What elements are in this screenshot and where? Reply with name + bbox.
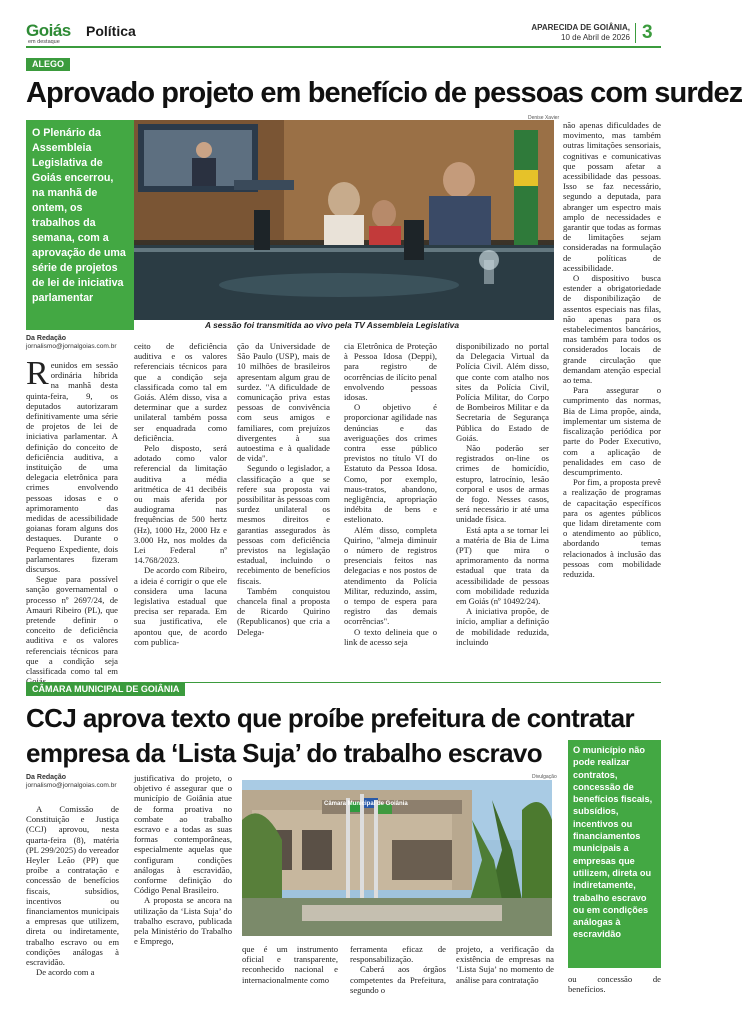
paragraph: A Comissão de Constituição e Justiça (CCJ) aprovou, nesta quarta-feira (8), matéria (PL 299/2025) do vereador Heyler Leão (PP) que proíbe a contratação e concessão de benefícios fiscais, subsídios, incentivos ou financiamentos municipais a empresas que utilizem, direta ou indiretamente, trabalho escravo ou em condições análogas à escravidão. xyxy=(26,804,119,968)
header-date: 10 de Abril de 2026 xyxy=(561,33,630,42)
article2-column-3 xyxy=(242,944,338,1004)
article1-photo-credit: Denise Xavier xyxy=(528,115,560,121)
paragraph: Para assegurar o cumprimento das normas, Bia de Lima propõe, ainda, implementar um sistema de fiscalização periódica por parte do Poder Executivo, com a aplicação de penalidades em caso de descumprimento. xyxy=(563,385,661,477)
article1-lead-text: O Plenário da Assembleia Legislativa de Goiás encerrou, na manhã de ontem, os trabalhos da semana, com a aprovação de uma série de projetos de lei de iniciativa parlamentar xyxy=(32,127,126,304)
article2-photo xyxy=(242,780,552,936)
article1-column-6 xyxy=(563,120,661,672)
paragraph: Também conquistou chancela final a proposta de Ricardo Quirino (Republicanos) que cria a Delega- xyxy=(237,585,330,637)
paragraph: Segundo o legislador, a classificação a que se refere sua proposta vai possibilitar às pessoas com surdez unilateral os mesmos direitos e garantias assegurados às pessoas com deficiência previstos na legislação estadual, incluindo o recebimento de benefícios fiscais. xyxy=(237,463,330,586)
article1-column-3 xyxy=(237,341,330,671)
article2-column-5 xyxy=(456,944,554,1004)
paragraph: De acordo com a xyxy=(36,967,95,978)
paragraph: Além disso, completa Quirino, "almeja diminuir o número de registros presenciais feitos nas delegacias e nos postos de atendimento da Polícia Militar, reduzindo, assim, o tempo de espera para registro das demais ocorrências". xyxy=(344,524,437,627)
article2-column-6 xyxy=(568,974,661,1004)
paragraph: que é um instrumento oficial e transparente, reconhecido nacional e internacionalmente como xyxy=(242,944,338,985)
page-number: 3 xyxy=(642,22,653,43)
paragraph: não apenas dificuldades de movimento, mas também outras limitações sensoriais, cognitivas e comunicativas que possam afetar a acessibilidade das pessoas. Isso se faz necessário, segundo a deputada, para abranger um espectro mais amplo de necessidades e garantir que todas as formas de limitações sejam consideradas na formulação de políticas de acessibilidade. xyxy=(563,120,661,273)
paragraph: ceito de deficiência auditiva e os valores referenciais técnicos para que a condição seja classificada como tal em Goiás. Além disso, visa a determinar que a surdez unilateral também possa ser enquadrada como deficiência. xyxy=(134,341,227,443)
section-tag-camara: CÂMARA MUNICIPAL DE GOIÂNIA xyxy=(26,683,185,696)
article2-column-2 xyxy=(134,773,232,1005)
paragraph: eunidos em sessão ordinária híbrida na manhã desta quinta-feira, 9, os deputados autorizaram definitivamente uma série de projetos de lei de iniciativa parlamentar. A definição do conceito de deficiência auditiva, a instituição de uma delegacia eletrônica para crimes envolvendo pessoas idosas e o aprimoramento das medidas de acessibilidade goianas foram alguns dos destaques. Durante o Pequeno Expediente, dois parlamentares fizeram discursos. xyxy=(26,360,118,575)
paragraph: projeto, a verificação da existência de empresas na ‘Lista Suja’ no momento de análise para contratação xyxy=(456,944,554,985)
article1-byline xyxy=(26,335,117,351)
section-tag-alego: ALEGO xyxy=(26,58,70,71)
paragraph: O dispositivo busca estender a obrigatoriedade de disponibilização de assentos especiais nas filas, não apenas para os estabelecimentos bancários, mas também para todos os considerados locais de grande circulação que demandam atenção especial ao tema. xyxy=(563,273,661,386)
paragraph: Por fim, a proposta prevê a realização de programas de capacitação específicos para os agentes públicos que lidam diretamente com o atendimento ao público, abordando temas relacionados à inclusão das pessoas com mobilidade reduzida. xyxy=(563,477,661,579)
page-number-divider xyxy=(635,23,636,43)
article1-column-1 xyxy=(26,355,118,677)
building-sign: Câmara Municipal de Goiânia xyxy=(324,801,408,807)
section-title: Política xyxy=(86,23,136,39)
paragraph: ferramenta eficaz de responsabilização. xyxy=(350,944,446,965)
paragraph: Está apta a se tornar lei a matéria de Bia de Lima (PT) que mira o aprimoramento da norma estadual que trata da acessibilidade de pessoas com mobilidade reduzida em Goiás (nº 10492/24). xyxy=(456,524,549,607)
paragraph: A proposta se ancora na utilização da ‘Lista Suja’ do trabalho escravo, publicada pela Ministério do Trabalho e Emprego, xyxy=(134,895,232,947)
paragraph: O objetivo é proporcionar agilidade nas denúncias e das averiguações dos crimes contra esse público previstos no título VI do Estatuto da Pessoa Idosa. Como, por exemplo, maus-tratos, abandono, negligência, apropriação indébita de bens e estelionato. xyxy=(344,402,437,525)
byline-email: jornalismo@jornalgoias.com.br xyxy=(26,782,117,789)
paragraph: ou concessão de benefícios. xyxy=(568,974,661,995)
paragraph: O texto delineia que o link de acesso seja xyxy=(344,626,437,647)
paragraph: Segue para possível sanção governamental o processo nº 2697/24, de Amauri Ribeiro (PL), que pretende definir o conceito de deficiência auditiva e os valores referenciais técnicos para que a condição seja classificada como tal em xyxy=(26,574,118,677)
article1-column-2 xyxy=(134,341,227,671)
article1-column-4 xyxy=(344,341,437,671)
article1-photo-caption: A sessão foi transmitida ao vivo pela TV Assembleia Legislativa xyxy=(205,320,459,330)
dropcap-letter: R xyxy=(26,355,49,392)
header-city: APARECIDA DE GOIÂNIA, xyxy=(531,23,630,32)
paragraph: A iniciativa propõe, de início, ampliar a definição de mobilidade reduzida, incluindo xyxy=(456,606,549,647)
byline-name: Da Redação xyxy=(26,774,67,781)
article2-photo-credit: Divulgação xyxy=(532,774,557,780)
paragraph: De acordo com Ribeiro, a ideia é corrigir o que ele considera uma lacuna legislativa estadual que precisa ser reparada. Em sua justificativa, ele apontou que, de acordo com publica- xyxy=(134,565,227,647)
article1-headline: Aprovado projeto em benefício de pessoas com surdez xyxy=(26,77,742,109)
byline-email: jornalismo@jornalgoias.com.br xyxy=(26,343,117,350)
article2-column-4 xyxy=(350,944,446,1004)
paragraph: ção da Universidade de São Paulo (USP), mais de 10 milhões de brasileiros apresentam algum grau de surdez. "A dificuldade de comunicação priva estas pessoas de convivência com seus amigos e familiares, com prejuízos divergentes à sua autoestima e à qualidade de vida". xyxy=(237,341,330,464)
assembly-session-image xyxy=(134,120,554,320)
masthead-logo xyxy=(26,22,86,48)
article2-headline-line2: empresa da ‘Lista Suja’ do trabalho escravo xyxy=(26,738,543,768)
paragraph: Pelo disposto, será adotado como valor referencial da limitação auditiva a média aritmética de 41 decibéis ou mais aferida por audiograma nas frequências de 500 hertz (Hz), 1000 Hz, 2000 Hz e 3.000 Hz, nos moldes da Lei Federal nº 14.768/2023. xyxy=(134,443,227,566)
logo-sub: em destaque xyxy=(28,39,60,45)
paragraph: cia Eletrônica de Proteção à Pessoa Idosa (Deppi), para registro de ocorrências de ilícito penal envolvendo pessoas idosas. xyxy=(344,341,437,403)
article2-lead-text: O município não pode realizar contratos, concessão de benefícios fiscais, subsídios, incentivos ou financiamentos municipais a empresas que utilizem, direta ou indiretamente, trabalho escravo ou em condições análogas à escravidão xyxy=(573,745,653,940)
article1-photo xyxy=(134,120,554,320)
article1-lead-box xyxy=(26,120,134,330)
header-rule xyxy=(26,46,661,48)
paragraph: Não poderão ser registrados on-line os crimes de homicídio, estupro, latrocínio, lesão corporal e usos de armas de fogo. Nesses casos, será necessário ir até uma unidade física. xyxy=(456,443,549,525)
article2-headline-line1: CCJ aprova texto que proíbe prefeitura de contratar xyxy=(26,703,634,733)
paragraph: justificativa do projeto, o objetivo é assegurar que o município de Goiânia atue de forma proativa no combate ao trabalho escravo e a todas as suas formas contemporâneas, especialmente aquelas que configuram condições análogas à escravidão, conforme definição do Código Penal Brasileiro. xyxy=(134,773,232,896)
article2-column-1 xyxy=(26,804,119,1004)
byline-name: Da Redação xyxy=(26,335,67,342)
article2-lead-box xyxy=(568,740,661,968)
logo-main: Goiás xyxy=(26,21,71,40)
article1-column-5 xyxy=(456,341,549,671)
paragraph: Caberá aos órgãos competentes da Prefeitura, segundo o xyxy=(350,964,446,995)
article2-byline xyxy=(26,774,117,790)
paragraph: disponibilizado no portal da Delegacia Virtual da Polícia Civil. Além disso, que conte com atalho nos sites da Polícia Civil, Polícia Militar, do Corpo de Bombeiros Militar e da Secretaria de Segurança Pública do Estado de Goiás. xyxy=(456,341,549,443)
